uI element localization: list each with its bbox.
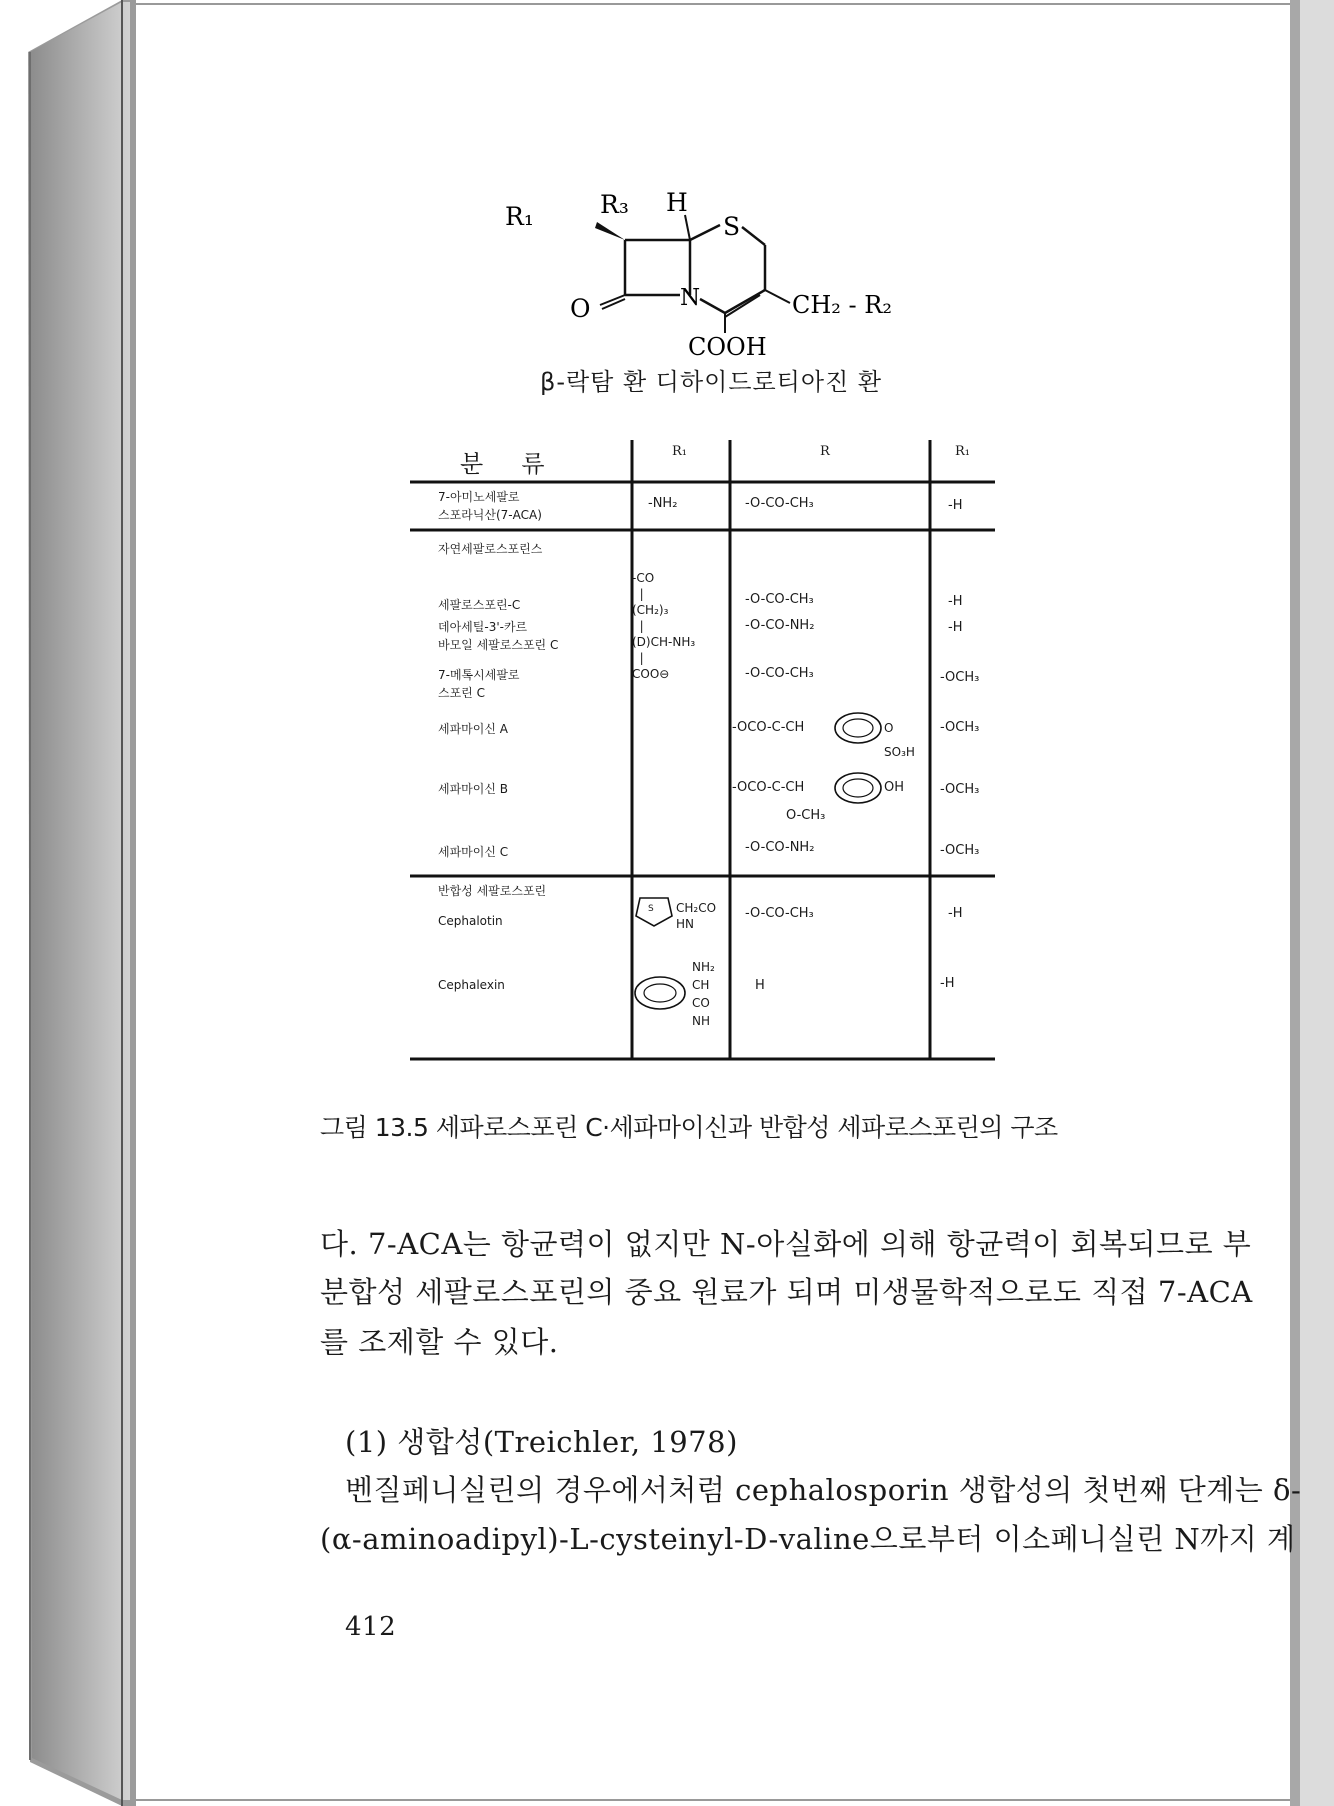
row-cephalotin-s: S — [648, 904, 654, 914]
page-number: 412 — [345, 1612, 397, 1642]
row-deacetyl-r3: -H — [948, 620, 963, 635]
row-7aca-r1: -NH₂ — [648, 496, 678, 511]
row-methoxy-name: 7-메톡시세팔로 스포린 C — [438, 668, 520, 700]
row-cephalexin-name: Cephalexin — [438, 978, 505, 992]
header-r1: R₁ — [672, 444, 687, 459]
o-label: O — [570, 294, 591, 323]
row-cephamycin-c-name: 세파마이신 C — [438, 845, 509, 859]
row-cephc-r: -O-CO-CH₃ — [745, 592, 814, 607]
row-cephamycin-a-r3: -OCH₃ — [940, 720, 980, 735]
row-cephamycin-a-name: 세파마이신 A — [438, 722, 508, 736]
cephalosporin-table — [410, 438, 995, 1060]
row-cephamycin-b-name: 세파마이신 B — [438, 782, 509, 796]
row-cephamycin-b-r3: -OCH₃ — [940, 782, 980, 797]
paragraph-line-4: 벤질페니실린의 경우에서처럼 cephalosporin 생합성의 첫번째 단계는 δ- — [345, 1473, 1302, 1507]
row-deacetyl-name: 데아세틸-3'-카르 바모일 세팔로스포린 C — [438, 620, 559, 652]
header-r: R — [820, 444, 830, 459]
row-cephalotin-r1: CH₂CO HN — [676, 901, 717, 931]
row-7aca-name: 7-아미노세팔로 스포라닉산(7-ACA) — [438, 490, 542, 522]
row-methoxy-r: -O-CO-CH₃ — [745, 666, 814, 681]
s-label: S — [723, 212, 741, 241]
paragraph-line-1: 다. 7-ACA는 항균력이 없지만 N-아실화에 의해 항균력이 회복되므로 부 — [320, 1227, 1252, 1261]
paragraph-line-5: (α-aminoadipyl)-L-cysteinyl-D-valine으로부터 이소페니실린 N까지 계 — [320, 1522, 1296, 1556]
row-cephamycin-b-sub2: O-CH₃ — [786, 808, 826, 823]
row-cephalexin-r: H — [755, 978, 765, 993]
section-heading: (1) 생합성(Treichler, 1978) — [345, 1425, 738, 1459]
paragraph-line-3: 를 조제할 수 있다. — [320, 1325, 559, 1359]
r1-label: R₁ — [505, 202, 534, 231]
row-cephalotin-r3: -H — [948, 906, 963, 921]
ch2-r2-label: CH₂ - R₂ — [792, 291, 892, 319]
header-category: 분 류 — [460, 450, 545, 478]
section-natural: 자연세팔로스포린스 — [438, 542, 543, 556]
row-cephc-r1: -CO | (CH₂)₃ | (D)CH-NH₃ | COO⊖ — [632, 571, 696, 681]
row-cephamycin-a-r: -OCO-C-CH — [732, 720, 805, 735]
row-cephalotin-r: -O-CO-CH₃ — [745, 906, 814, 921]
n-label: N — [680, 285, 701, 311]
row-7aca-r: -O-CO-CH₃ — [745, 496, 814, 511]
row-cephamycin-c-r: -O-CO-NH₂ — [745, 840, 815, 855]
structure-caption: β-락탐 환 디하이드로티아진 환 — [540, 368, 883, 396]
section-semisynthetic: 반합성 세팔로스포린 — [438, 884, 547, 898]
row-cephalexin-r3: -H — [940, 976, 955, 991]
header-r3: R₁ — [955, 444, 970, 459]
row-cephalexin-r1: NH₂ CH CO NH — [692, 960, 715, 1028]
row-cephamycin-c-r3: -OCH₃ — [940, 843, 980, 858]
figure-caption: 그림 13.5 세파로스포린 C·세파마이신과 반합성 세파로스포린의 구조 — [320, 1113, 1058, 1142]
row-deacetyl-r: -O-CO-NH₂ — [745, 618, 815, 633]
cooh-label: COOH — [688, 333, 767, 361]
row-methoxy-r3: -OCH₃ — [940, 670, 980, 685]
row-cephamycin-a-sub: O SO₃H — [884, 721, 915, 759]
r3-label: R₃ — [600, 190, 629, 219]
row-cephc-name: 세팔로스포린-C — [438, 598, 521, 612]
h-label: H — [666, 188, 688, 217]
row-cephc-r3: -H — [948, 594, 963, 609]
row-7aca-r3: -H — [948, 498, 963, 513]
row-cephalotin-name: Cephalotin — [438, 914, 503, 928]
row-cephamycin-b-r: -OCO-C-CH — [732, 780, 805, 795]
row-cephamycin-b-sub: OH — [884, 780, 905, 795]
paragraph-line-2: 분합성 세팔로스포린의 중요 원료가 되며 미생물학적으로도 직접 7-ACA — [320, 1275, 1253, 1309]
